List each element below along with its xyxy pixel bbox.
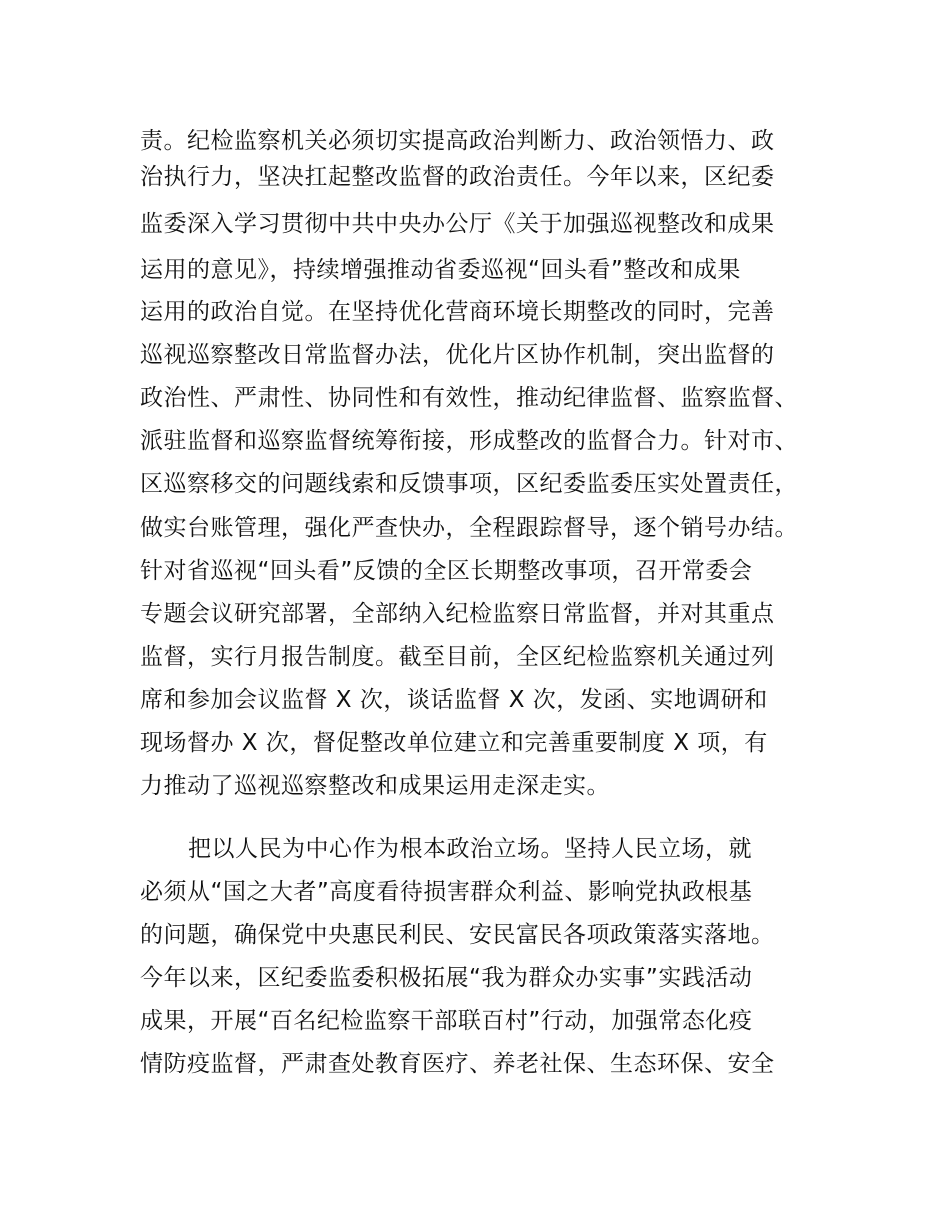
text-line: 区巡察移交的问题线索和反馈事项，区纪委监委压实处置责任，: [140, 471, 798, 497]
text-line: 监督，实行月报告制度。截至目前，全区纪检监察机关通过列: [140, 644, 775, 670]
text-line: 力推动了巡视巡察整改和成果运用走深走实。: [140, 773, 610, 799]
text-line: 专题会议研究部署，全部纳入纪检监察日常监督，并对其重点: [140, 601, 775, 627]
text-line: 必须从“国之大者”高度看待损害群众利益、影响党执政根基: [140, 879, 753, 905]
text-line: 运用的意见》，持续增强推动省委巡视“回头看”整改和成果: [140, 257, 741, 283]
text-line: 把以人民为中心作为根本政治立场。坚持人民立场，就: [188, 836, 752, 862]
text-line: 巡视巡察整改日常监督办法，优化片区协作机制，突出监督的: [140, 342, 775, 368]
text-line: 监委深入学习贯彻中共中央办公厅《关于加强巡视整改和成果: [140, 211, 775, 237]
text-line: 政治性、严肃性、协同性和有效性，推动纪律监督、监察监督、: [140, 385, 798, 411]
text-line: 席和参加会议监督 X 次，谈话监督 X 次，发函、实地调研和: [140, 687, 768, 713]
text-line: 成果，开展“百名纪检监察干部联百村”行动，加强常态化疫: [140, 1008, 753, 1034]
text-line: 现场督办 X 次，督促整改单位建立和完善重要制度 X 项，有: [140, 730, 768, 756]
text-line: 治执行力，坚决扛起整改监督的政治责任。今年以来，区纪委: [140, 164, 775, 190]
text-line: 派驻监督和巡察监督统筹衔接，形成整改的监督合力。针对市、: [140, 428, 798, 454]
text-line: 的问题，确保党中央惠民利民、安民富民各项政策落实落地。: [140, 922, 775, 948]
text-line: 做实台账管理，强化严查快办，全程跟踪督导，逐个销号办结。: [140, 515, 798, 541]
text-line: 情防疫监督，严肃查处教育医疗、养老社保、生态环保、安全: [140, 1051, 775, 1077]
text-line: 运用的政治自觉。在坚持优化营商环境长期整改的同时，完善: [140, 299, 775, 325]
text-line: 针对省巡视“回头看”反馈的全区长期整改事项，召开常委会: [140, 558, 753, 584]
text-line: 责。纪检监察机关必须切实提高政治判断力、政治领悟力、政: [140, 128, 775, 154]
text-line: 今年以来，区纪委监委积极拓展“我为群众办实事”实践活动: [140, 965, 753, 991]
